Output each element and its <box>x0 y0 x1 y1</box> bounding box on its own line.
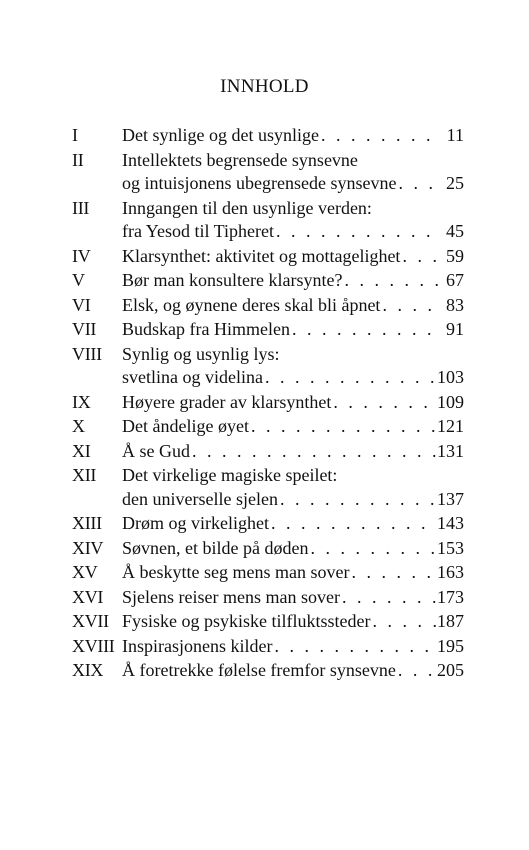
page-number: 173 <box>437 586 464 607</box>
chapter-numeral: IV <box>72 245 91 266</box>
chapter-title-block <box>122 245 464 269</box>
chapter-numeral: I <box>72 125 78 145</box>
chapter-title-line <box>122 610 464 634</box>
chapter-title-line <box>122 464 464 488</box>
toc-entry <box>72 440 464 464</box>
page-number: 131 <box>437 440 464 461</box>
chapter-title-line <box>122 537 464 561</box>
dot-leader <box>349 561 437 585</box>
chapter-numeral: X <box>72 416 85 436</box>
chapter-title-block <box>122 537 464 561</box>
chapter-numeral: XIV <box>72 537 104 558</box>
chapter-title-text: den universelle sjelen <box>122 488 278 509</box>
page-number: 195 <box>437 635 464 656</box>
chapter-title-text: Bør man konsultere klarsynte? <box>122 270 343 290</box>
chapter-numeral: XV <box>72 562 98 582</box>
page-number: 11 <box>446 125 464 145</box>
page-number: 143 <box>437 513 464 533</box>
dot-leader <box>290 318 442 342</box>
toc-entry <box>72 635 464 659</box>
chapter-title-block <box>122 149 464 196</box>
toc-entry <box>72 197 464 244</box>
chapter-title-text: og intuisjonens ubegrensede synsevne <box>122 173 397 193</box>
chapter-title-block <box>122 391 464 415</box>
chapter-title-block <box>122 561 464 585</box>
chapter-title-text: Sjelens reiser mens man sover <box>122 586 340 607</box>
chapter-title-block <box>122 635 464 659</box>
toc-entry <box>72 294 464 318</box>
toc-entry <box>72 415 464 439</box>
page-number: 67 <box>446 270 464 290</box>
toc-entry <box>72 610 464 634</box>
chapter-title-text: Det virkelige magiske speilet: <box>122 465 338 485</box>
chapter-numeral: VI <box>72 294 91 315</box>
chapter-title-line <box>122 391 464 415</box>
chapter-title-line <box>122 586 464 610</box>
chapter-title-text: Intellektets begrensede synsevne <box>122 149 358 170</box>
chapter-numeral: XIII <box>72 513 102 533</box>
chapter-title-line <box>122 343 464 367</box>
dot-leader <box>400 245 442 269</box>
toc-entry <box>72 464 464 511</box>
chapter-title-block <box>122 318 464 342</box>
chapter-numeral: XII <box>72 465 97 485</box>
chapter-title-line <box>122 172 464 196</box>
toc-entry <box>72 659 464 683</box>
dot-leader <box>249 415 437 439</box>
chapter-title-block <box>122 610 464 634</box>
dot-leader <box>340 586 437 610</box>
chapter-title-block <box>122 440 464 464</box>
page-number: 91 <box>446 319 464 339</box>
chapter-title-block <box>122 124 464 148</box>
toc-entry <box>72 149 464 196</box>
dot-leader <box>274 220 442 244</box>
toc-entry <box>72 318 464 342</box>
page-number: 121 <box>437 416 464 436</box>
chapter-title-block <box>122 659 464 683</box>
chapter-title-line <box>122 488 464 512</box>
chapter-title-text: Inngangen til den usynlige verden: <box>122 197 372 218</box>
chapter-numeral: IX <box>72 391 91 412</box>
chapter-title-text: Synlig og usynlig lys: <box>122 343 280 364</box>
chapter-title-block <box>122 415 464 439</box>
chapter-title-line <box>122 659 464 683</box>
dot-leader <box>263 366 437 390</box>
chapter-title-line <box>122 124 464 148</box>
chapter-title-line <box>122 561 464 585</box>
page-number: 163 <box>437 562 464 582</box>
toc-entry <box>72 391 464 415</box>
page-title: INNHOLD <box>220 76 309 97</box>
dot-leader <box>342 269 442 293</box>
chapter-title-block <box>122 512 464 536</box>
chapter-title-text: Høyere grader av klarsynthet <box>122 391 332 412</box>
dot-leader <box>272 635 437 659</box>
page-number: 83 <box>446 294 464 315</box>
toc-entry <box>72 512 464 536</box>
page-number: 153 <box>437 537 464 558</box>
chapter-title-line <box>122 294 464 318</box>
chapter-title-line <box>122 220 464 244</box>
chapter-title-text: Elsk, og øynene deres skal bli åpnet <box>122 294 381 315</box>
chapter-numeral: XVIII <box>72 635 115 656</box>
chapter-numeral: XIX <box>72 660 104 680</box>
chapter-title-line <box>122 149 464 173</box>
chapter-title-line <box>122 269 464 293</box>
toc-entry <box>72 561 464 585</box>
chapter-title-text: Å se Gud <box>122 440 190 461</box>
dot-leader <box>371 610 438 634</box>
page-number: 187 <box>437 611 464 631</box>
chapter-title-line <box>122 245 464 269</box>
toc-entry <box>72 586 464 610</box>
chapter-title-block <box>122 269 464 293</box>
chapter-title-block <box>122 197 464 244</box>
chapter-title-line <box>122 415 464 439</box>
dot-leader <box>380 294 442 318</box>
chapter-title-line <box>122 512 464 536</box>
page-number: 59 <box>446 245 464 266</box>
page-number: 25 <box>446 173 464 193</box>
chapter-title-text: Inspirasjonens kilder <box>122 635 273 656</box>
chapter-title-line <box>122 440 464 464</box>
page-number: 205 <box>437 660 464 680</box>
chapter-title-block <box>122 294 464 318</box>
chapter-title-text: Det åndelige øyet <box>122 416 249 436</box>
page-number: 137 <box>437 488 464 509</box>
dot-leader <box>190 440 437 464</box>
chapter-title-line <box>122 635 464 659</box>
toc-entry <box>72 269 464 293</box>
chapter-title-block <box>122 586 464 610</box>
chapter-title-text: Klarsynthet: aktivitet og mottagelighet <box>122 245 401 266</box>
dot-leader <box>396 172 442 196</box>
chapter-title-block <box>122 343 464 390</box>
page-number: 45 <box>446 221 464 241</box>
chapter-numeral: VII <box>72 319 97 339</box>
dot-leader <box>319 124 442 148</box>
toc-entry <box>72 343 464 390</box>
chapter-numeral: V <box>72 270 85 290</box>
chapter-title-text: Å beskytte seg mens man sover <box>122 562 350 582</box>
chapter-title-block <box>122 464 464 511</box>
chapter-title-text: Å foretrekke følelse fremfor synsevne <box>122 660 396 680</box>
toc-entry <box>72 245 464 269</box>
dot-leader <box>308 537 437 561</box>
chapter-title-text: Drøm og virkelighet <box>122 513 269 533</box>
chapter-title-line <box>122 318 464 342</box>
chapter-title-text: Fysiske og psykiske tilfluktssteder <box>122 611 371 631</box>
chapter-title-line <box>122 366 464 390</box>
chapter-numeral: XI <box>72 440 91 461</box>
dot-leader <box>269 512 437 536</box>
chapter-title-text: fra Yesod til Tipheret <box>122 221 275 241</box>
dot-leader <box>396 659 437 683</box>
chapter-title-text: Søvnen, et bilde på døden <box>122 537 309 558</box>
dot-leader <box>331 391 437 415</box>
toc-entry <box>72 537 464 561</box>
page-number: 103 <box>437 367 464 387</box>
chapter-numeral: II <box>72 149 84 170</box>
chapter-numeral: III <box>72 197 90 218</box>
chapter-numeral: XVI <box>72 586 104 607</box>
chapter-title-text: Det synlige og det usynlige <box>122 125 319 145</box>
table-of-contents <box>72 124 464 684</box>
toc-entry <box>72 124 464 148</box>
dot-leader <box>278 488 437 512</box>
chapter-title-text: Budskap fra Himmelen <box>122 319 290 339</box>
chapter-title-text: svetlina og videlina <box>122 367 263 387</box>
chapter-numeral: VIII <box>72 343 102 364</box>
chapter-title-line <box>122 197 464 221</box>
page-number: 109 <box>437 391 464 412</box>
chapter-numeral: XVII <box>72 611 109 631</box>
